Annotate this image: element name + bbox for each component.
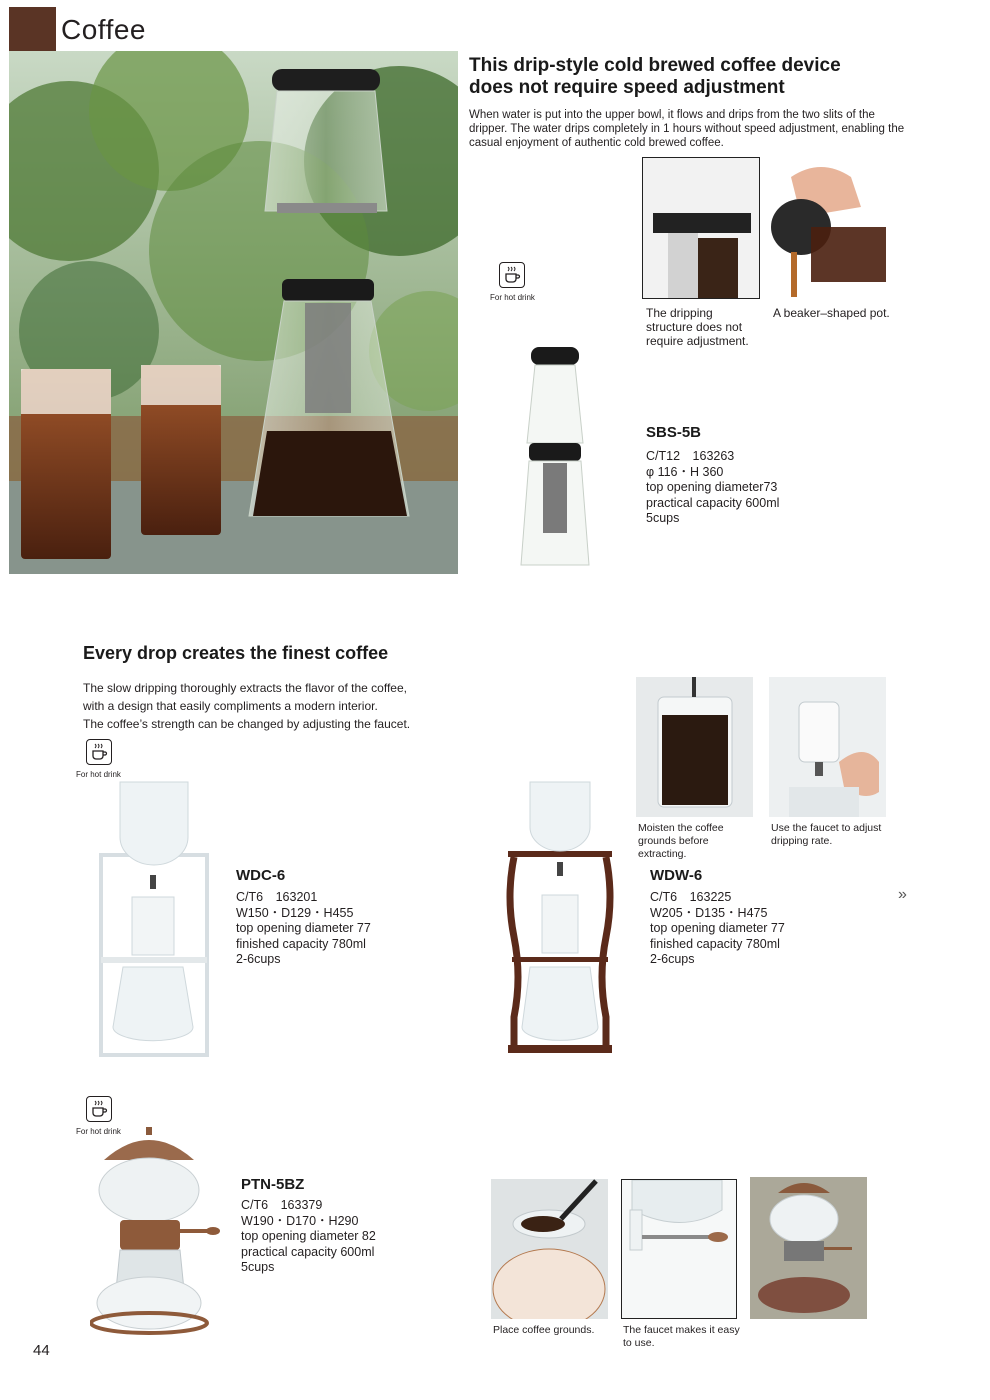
beaker-pot-caption: A beaker–shaped pot. [773, 306, 890, 320]
spec-opening: top opening diameter 77 [236, 921, 371, 935]
spec-capacity: practical capacity 600ml [646, 495, 780, 510]
coffee-grounds-photo [491, 1179, 608, 1319]
wdw-6-specs [650, 890, 785, 968]
spec-dims: W205・D135・H475 [650, 905, 768, 920]
wdc-6-model: WDC-6 [236, 867, 286, 884]
ptn-5bz-specs [241, 1198, 376, 1276]
sbs-5b-product-image [515, 343, 595, 573]
hot-drink-icon [86, 1096, 112, 1122]
dripping-structure-photo [642, 157, 760, 299]
spec-cups: 5cups [241, 1260, 275, 1274]
ptn-5bz-product-image [90, 1125, 222, 1340]
section1-heading-line2: does not require speed adjustment [469, 77, 785, 98]
wdw-6-model: WDW-6 [650, 867, 703, 884]
section1-heading-line1: This drip-style cold brewed coffee device [469, 55, 841, 76]
section1-description [469, 108, 969, 150]
caption-line: Moisten the coffee [638, 822, 724, 834]
beaker-pot-photo [771, 157, 886, 297]
coffee-grounds-caption: Place coffee grounds. [493, 1324, 595, 1336]
section2-body-line3: The coffee’s strength can be changed by adjusting the faucet. [83, 717, 411, 731]
wdc-6-specs [236, 890, 371, 968]
faucet-easy-caption [623, 1324, 740, 1350]
spec-dims: W150・D129・H455 [236, 905, 354, 920]
spec-capacity: practical capacity 600ml [241, 1244, 375, 1259]
faucet-adjust-photo [769, 677, 886, 817]
spec-dims: W190・D170・H290 [241, 1213, 359, 1228]
hot-drink-icon [499, 262, 525, 288]
section2-body-line2: with a design that easily compliments a modern interior. [83, 699, 378, 713]
spec-cups: 2-6cups [650, 952, 695, 966]
caption-line: dripping rate. [771, 835, 833, 847]
moisten-grounds-caption [638, 822, 724, 861]
caption-line: The faucet makes it easy [623, 1324, 740, 1336]
caption-line: The dripping [646, 306, 713, 320]
section2-heading: Every drop creates the finest coffee [83, 643, 389, 663]
spec-ct: C/T6 163379 [241, 1198, 323, 1212]
wdc-6-product-image [98, 777, 210, 1059]
sbs-5b-model: SBS-5B [646, 424, 702, 441]
caption-line: require adjustment. [646, 334, 749, 348]
moisten-grounds-photo [636, 677, 753, 817]
hot-drink-label: For hot drink [76, 1127, 121, 1136]
section2-body-line1: The slow dripping thoroughly extracts the flavor of the coffee, [83, 681, 407, 695]
spec-cups: 2-6cups [236, 952, 281, 966]
hot-drink-icon [86, 739, 112, 765]
spec-ct: C/T6 163225 [650, 890, 732, 904]
dripping-structure-caption [646, 306, 749, 348]
page-number: 44 [33, 1342, 50, 1359]
faucet-easy-photo [621, 1179, 737, 1319]
caption-line: to use. [623, 1337, 655, 1349]
spec-opening: top opening diameter 82 [241, 1229, 376, 1243]
caption-line: grounds before [638, 835, 709, 847]
ptn-5bz-model: PTN-5BZ [241, 1176, 305, 1193]
header-brand-block [9, 7, 56, 52]
spec-dims: φ 116・H 360 [646, 464, 724, 479]
spec-capacity: finished capacity 780ml [236, 936, 366, 951]
hero-photo [9, 51, 458, 574]
page-title: Coffee [61, 14, 146, 45]
section2-description [83, 679, 410, 733]
spec-ct: C/T6 163201 [236, 890, 318, 904]
caption-line: Use the faucet to adjust [771, 822, 882, 834]
sbs-5b-specs [646, 449, 779, 527]
spec-opening: top opening diameter73 [646, 480, 778, 494]
spec-capacity: finished capacity 780ml [650, 936, 780, 951]
ptn-5bz-in-use-photo [750, 1177, 867, 1319]
section1-body-line1: When water is put into the upper bowl, it flows and drips from the two slits of the [469, 109, 875, 121]
caption-line: extracting. [638, 848, 687, 860]
hot-drink-label: For hot drink [76, 770, 121, 779]
section1-heading [469, 55, 969, 99]
section1-body-line2: dripper. The water drips completely in 1 hours without speed adjustment, enabling the [469, 123, 905, 135]
spec-cups: 5cups [646, 511, 680, 525]
hot-drink-label: For hot drink [490, 293, 535, 302]
caption-line: structure does not [646, 320, 743, 334]
next-page-chevron-icon: » [898, 886, 907, 903]
spec-ct: C/T12 163263 [646, 449, 735, 463]
spec-opening: top opening diameter 77 [650, 921, 785, 935]
faucet-adjust-caption [771, 822, 881, 848]
wdw-6-product-image [504, 777, 616, 1059]
section1-body-line3: casual enjoyment of authentic cold brewed coffee. [469, 137, 724, 149]
